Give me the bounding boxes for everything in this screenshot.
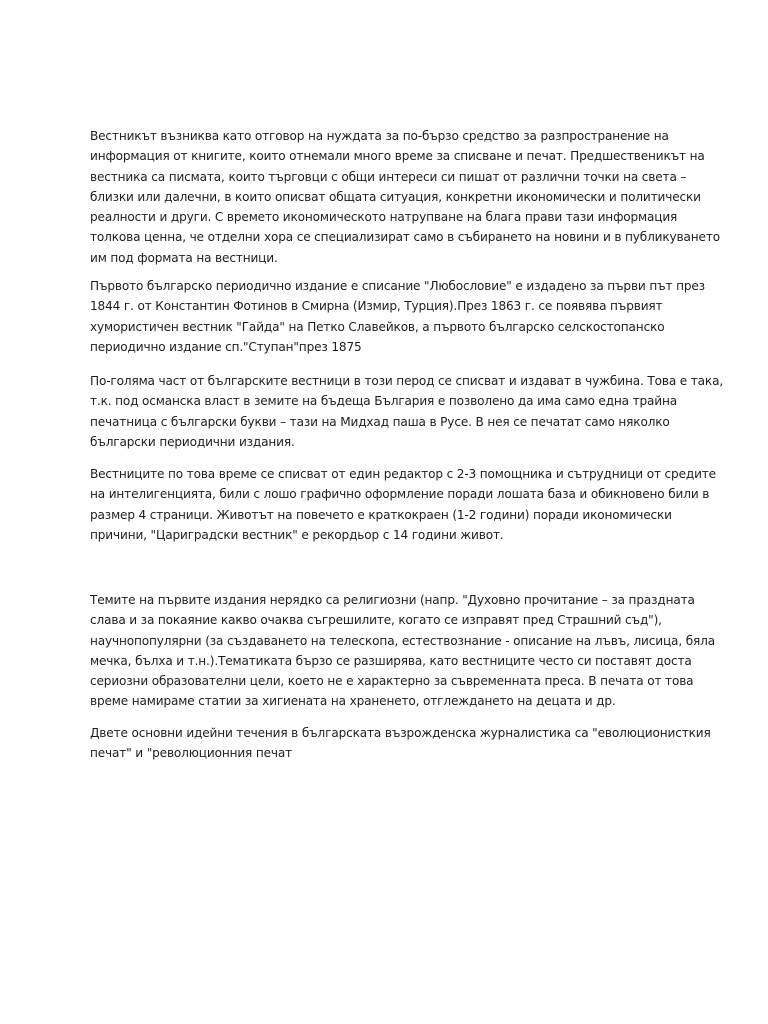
- paragraph-4-line-1: Вестниците по това време се списват от един редактор с 2-3 помощника и сътрудници от средите: [90, 467, 716, 481]
- paragraph-3-line-2: т.к. под османска власт в земите на бъдеща България е позволено да има само една трайна: [90, 394, 678, 409]
- paragraph-6-line-2: печат" и "революционния печат: [90, 746, 293, 761]
- paragraph-6: [90, 723, 711, 764]
- paragraph-1: [90, 126, 720, 268]
- paragraph-1-line-3: вестника са писмата, които търговци с общи интереси си пишат от различни точки на света –: [90, 169, 687, 184]
- paragraph-2: [90, 276, 705, 357]
- paragraph-4-line-2: на интелигенцията, били с лошо графично оформление поради лошата база и обикновено били в: [90, 487, 710, 502]
- paragraph-1-line-6: толкова ценна, че отделни хора се специализират само в събирането на новини и в публикуването: [90, 230, 720, 245]
- paragraph-4-line-4: причини, "Цариградски вестник" е рекордьор с 14 години живот.: [90, 527, 504, 542]
- paragraph-2-line-4: периодично издание сп."Ступан"през 1875: [90, 339, 362, 354]
- paragraph-5: [90, 590, 715, 712]
- paragraph-1-line-5: реалности и други. С времето икономическото натрупване на блага прави тази информация: [90, 210, 678, 225]
- paragraph-4: [90, 464, 716, 545]
- paragraph-5-line-2: слава и за покаяние какво очаква съгрешилите, когато се изправят пред Страшний съд"),: [90, 613, 662, 628]
- paragraph-1-line-1: Вестникът възниква като отговор на нуждата за по-бързо средство за разпространение на: [90, 129, 669, 143]
- paragraph-5-line-6: време намираме статии за хигиената на храненето, отглеждането на децата и др.: [90, 694, 616, 709]
- paragraph-2-line-2: 1844 г. от Константин Фотинов в Смирна (Измир, Турция).През 1863 г. се появява първият: [90, 299, 663, 314]
- paragraph-2-line-3: хумористичен вестник "Гайда" на Петко Славейков, а първото българско селскостопанско: [90, 319, 665, 334]
- paragraph-3-line-3: печатница с български букви – тази на Мидхад паша в Русе. В нея се печатат само няколко: [90, 414, 670, 429]
- paragraph-5-line-5: сериозни образователни цели, което не е характерно за съвременната преса. В печата от това: [90, 674, 694, 689]
- paragraph-3-line-1: По-голяма част от българските вестници в този перод се списват и издават в чужбина. Това е така,: [90, 374, 724, 388]
- paragraph-1-line-2: информация от книгите, които отнемали много време за списване и печат. Предшественикът на: [90, 149, 705, 164]
- paragraph-3: [90, 371, 724, 452]
- paragraph-5-line-1: Темите на първите издания нерядко са религиозни (напр. "Духовно прочитание – за праздната: [90, 593, 695, 607]
- paragraph-5-line-4: мечка, бълха и т.н.).Тематиката бързо се разширява, като вестниците често си поставят доста: [90, 653, 692, 668]
- paragraph-2-line-1: Първото българско периодично издание е списание "Любословие" е издадено за първи път през: [90, 279, 705, 293]
- paragraph-6-line-1: Двете основни идейни течения в българската възрожденска журналистика са "еволюционисткия: [90, 726, 711, 740]
- paragraph-1-line-4: близки или далечни, в които описват общата ситуация, конкретни икономически и политически: [90, 189, 701, 204]
- paragraph-3-line-4: български периодични издания.: [90, 434, 295, 449]
- paragraph-4-line-3: размер 4 страници. Животът на повечето е краткокраен (1-2 години) поради икономически: [90, 507, 672, 522]
- paragraph-1-line-7: им под формата на вестници.: [90, 250, 278, 265]
- paragraph-5-line-3: научнопопулярни (за създаването на телескопа, естествознание - описание на лъвъ, лисица, бяла: [90, 633, 715, 648]
